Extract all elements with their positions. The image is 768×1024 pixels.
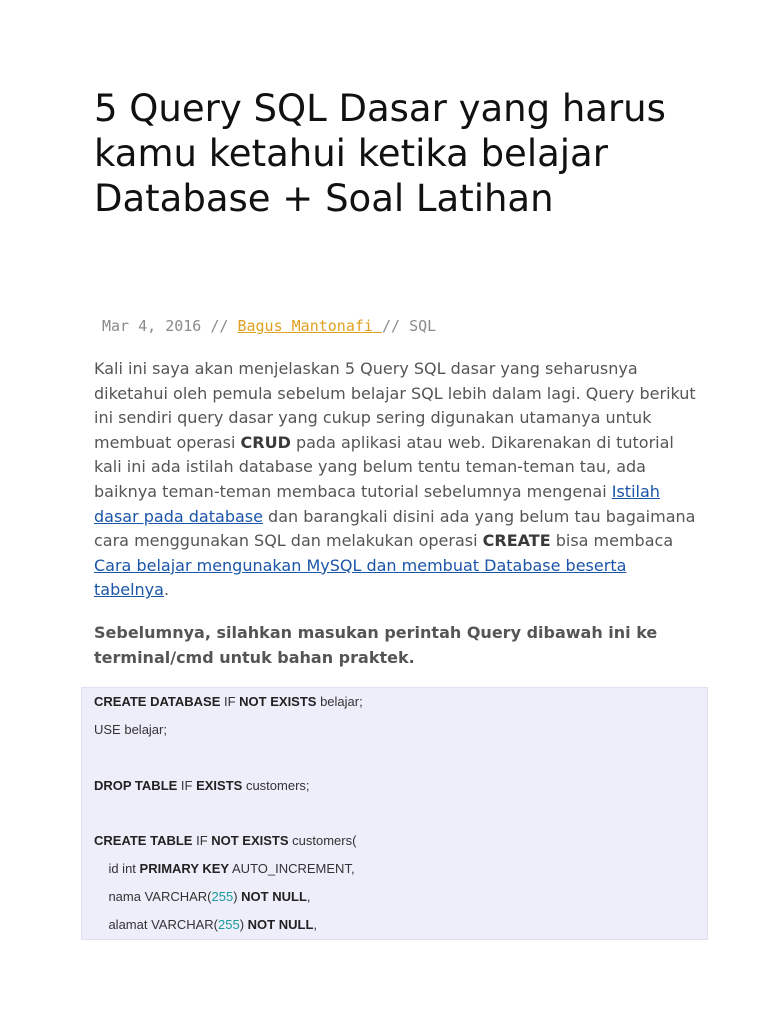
post-meta bbox=[102, 316, 436, 336]
code-text: belajar; bbox=[316, 694, 363, 709]
code-text: id int bbox=[94, 861, 140, 876]
istilah-dasar-link[interactable]: Istilah dasar pada database bbox=[94, 481, 660, 526]
code-text: IF bbox=[220, 694, 240, 709]
code-text: IF bbox=[177, 778, 197, 793]
author-link[interactable]: Bagus Mantonafi bbox=[237, 317, 382, 335]
code-text: ) bbox=[239, 917, 248, 932]
sql-keyword: NOT EXISTS bbox=[239, 694, 317, 709]
sql-keyword: DROP TABLE bbox=[94, 778, 178, 793]
sql-keyword: PRIMARY KEY bbox=[139, 861, 230, 876]
sql-keyword: EXISTS bbox=[196, 778, 243, 793]
code-line bbox=[94, 776, 310, 796]
sql-keyword: NOT NULL bbox=[241, 889, 307, 904]
create-keyword: CREATE bbox=[482, 531, 551, 551]
code-line bbox=[94, 720, 167, 740]
paragraph-text: . bbox=[163, 580, 170, 600]
code-text: ) bbox=[233, 889, 242, 904]
code-text: customers( bbox=[288, 833, 357, 848]
sql-keyword: NOT EXISTS bbox=[211, 833, 289, 848]
code-line bbox=[94, 859, 355, 879]
intro-paragraph bbox=[94, 357, 700, 603]
sql-keyword: CREATE TABLE bbox=[94, 833, 193, 848]
code-line bbox=[94, 831, 356, 851]
code-text: AUTO_INCREMENT, bbox=[229, 861, 355, 876]
code-line bbox=[94, 915, 317, 935]
code-text: , bbox=[313, 917, 318, 932]
crud-keyword: CRUD bbox=[240, 432, 291, 452]
code-line bbox=[94, 887, 311, 907]
sql-number: 255 bbox=[211, 889, 234, 904]
code-text: IF bbox=[192, 833, 212, 848]
sql-keyword: CREATE DATABASE bbox=[94, 694, 221, 709]
paragraph-text: pada aplikasi atau web. Dikarenakan di tutorial kali ini ada istilah database yang belum tentu teman-teman tau, ada baiknya teman-teman membaca tutorial sebelumnya mengenai bbox=[94, 432, 674, 501]
meta-separator: // bbox=[201, 317, 238, 335]
post-date: Mar 4, 2016 bbox=[102, 317, 202, 335]
code-text: alamat VARCHAR( bbox=[94, 917, 219, 932]
code-line bbox=[94, 692, 363, 712]
code-text: customers; bbox=[242, 778, 310, 793]
sql-keyword: NOT NULL bbox=[247, 917, 314, 932]
paragraph-text: dan barangkali disini ada yang belum tau bagaimana cara menggunakan SQL dan melakukan operasi bbox=[94, 506, 696, 551]
paragraph-text: bisa membaca bbox=[550, 531, 674, 551]
sql-code-block[interactable] bbox=[81, 687, 708, 940]
article-title: 5 Query SQL Dasar yang harus kamu ketahui ketika belajar Database + Soal Latihan bbox=[94, 87, 666, 220]
practice-instructions: Sebelumnya, silahkan masukan perintah Query dibawah ini ke terminal/cmd untuk bahan praktek. bbox=[94, 623, 658, 667]
post-category[interactable]: SQL bbox=[409, 317, 437, 335]
cara-belajar-mysql-link[interactable]: Cara belajar mengunakan MySQL dan membuat Database beserta tabelnya bbox=[94, 555, 627, 600]
code-text: , bbox=[306, 889, 311, 904]
code-text: nama VARCHAR( bbox=[94, 889, 212, 904]
meta-separator: // bbox=[381, 317, 410, 335]
code-text: USE belajar; bbox=[94, 722, 167, 737]
sql-number: 255 bbox=[218, 917, 240, 932]
paragraph-text: Kali ini saya akan menjelaskan 5 Query SQL dasar yang seharusnya diketahui oleh pemula sebelum belajar SQL lebih dalam lagi. Query berikut ini sendiri query dasar yang cukup sering digunakan utamanya untuk membuat operasi bbox=[94, 359, 696, 452]
